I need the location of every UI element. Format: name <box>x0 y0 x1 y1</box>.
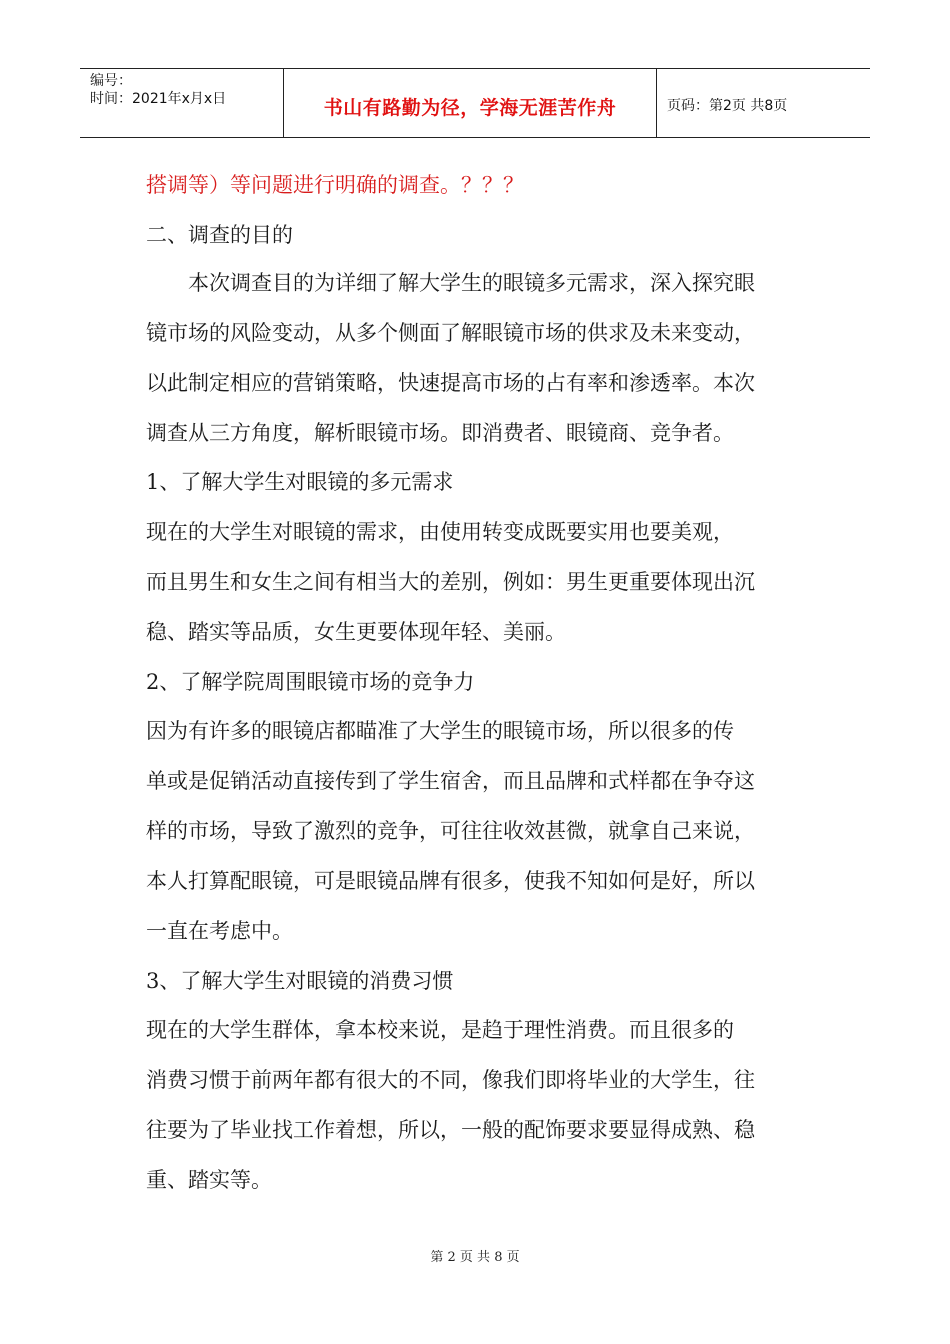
header-page-info: 页码：第2页 共8页 <box>667 98 788 114</box>
paragraph-line: 镜市场的风险变动，从多个侧面了解眼镜市场的供求及未来变动， <box>146 321 755 345</box>
paragraph-line: 调查从三方角度，解析眼镜市场。即消费者、眼镜商、竞争者。 <box>146 421 734 445</box>
header-motto-cell <box>284 69 657 137</box>
paragraph-line: 重、踏实等。 <box>146 1168 272 1192</box>
section-heading: 二、调查的目的 <box>146 223 293 247</box>
subsection-heading: 1、了解大学生对眼镜的多元需求 <box>146 470 454 494</box>
header-meta-cell <box>80 69 284 137</box>
header-motto: 书山有路勤为径，学海无涯苦作舟 <box>323 97 617 119</box>
subsection-heading: 2、了解学院周围眼镜市场的竞争力 <box>146 670 475 694</box>
paragraph-line: 现在的大学生对眼镜的需求，由使用转变成既要实用也要美观， <box>146 520 734 544</box>
subsection-heading: 3、了解大学生对眼镜的消费习惯 <box>146 969 454 993</box>
paragraph-line: 本人打算配眼镜，可是眼镜品牌有很多，使我不知如何是好，所以 <box>146 869 755 893</box>
document-number-label: 编号： <box>90 73 132 89</box>
page-footer: 第 2 页 共 8 页 <box>430 1250 520 1265</box>
paragraph-line: 单或是促销活动直接传到了学生宿舍，而且品牌和式样都在争夺这 <box>146 769 755 793</box>
paragraph-line: 稳、踏实等品质，女生更要体现年轻、美丽。 <box>146 620 566 644</box>
paragraph-line: 现在的大学生群体，拿本校来说，是趋于理性消费。而且很多的 <box>146 1018 734 1042</box>
header-page-cell <box>657 69 870 137</box>
document-date-label: 时间：2021年x月x日 <box>90 91 227 107</box>
paragraph-line: 而且男生和女生之间有相当大的差别，例如：男生更重要体现出沉 <box>146 570 755 594</box>
paragraph-line: 一直在考虑中。 <box>146 919 293 943</box>
paragraph-line: 往要为了毕业找工作着想，所以，一般的配饰要求要显得成熟、稳 <box>146 1118 755 1142</box>
document-header <box>80 68 870 138</box>
paragraph-line: 本次调查目的为详细了解大学生的眼镜多元需求，深入探究眼 <box>146 271 755 295</box>
paragraph-line: 样的市场，导致了激烈的竞争，可往往收效甚微，就拿自己来说， <box>146 819 755 843</box>
intro-tail-text: 搭调等）等问题进行明确的调查。？？？ <box>146 173 524 197</box>
paragraph-line: 以此制定相应的营销策略，快速提高市场的占有率和渗透率。本次 <box>146 371 755 395</box>
paragraph-line: 消费习惯于前两年都有很大的不同，像我们即将毕业的大学生，往 <box>146 1068 755 1092</box>
paragraph-line: 因为有许多的眼镜店都瞄准了大学生的眼镜市场，所以很多的传 <box>146 719 734 743</box>
